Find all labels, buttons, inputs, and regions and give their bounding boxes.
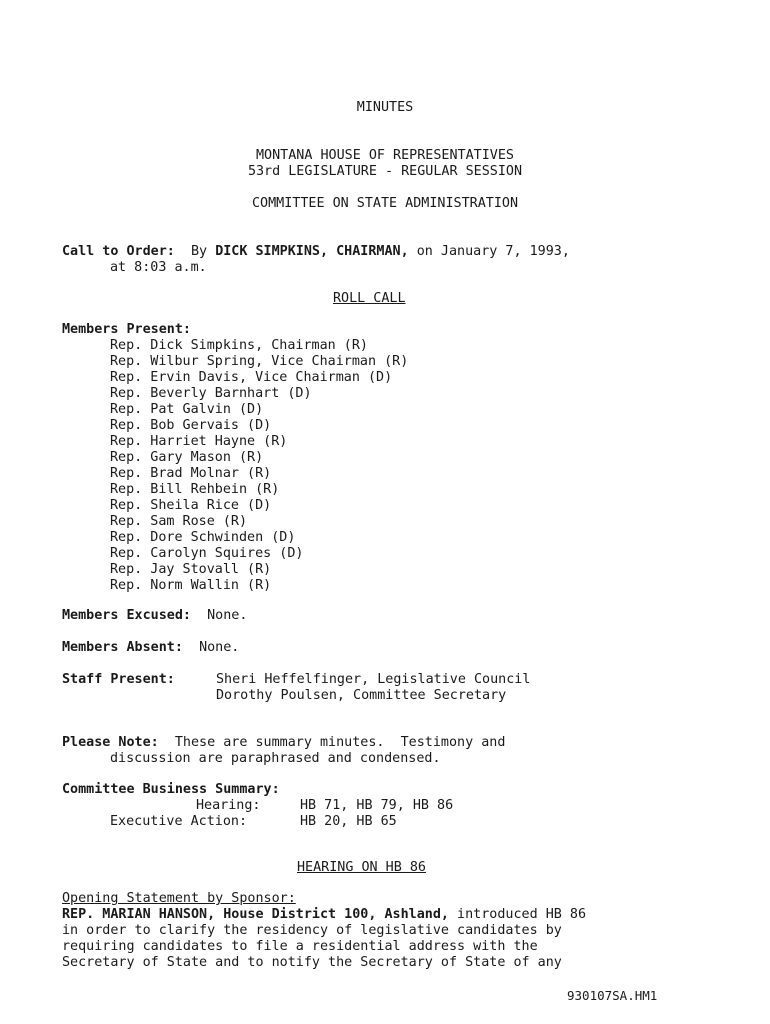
- org-line-1: MONTANA HOUSE OF REPRESENTATIVES: [256, 148, 514, 163]
- member-item: Rep. Wilbur Spring, Vice Chairman (R): [110, 354, 409, 369]
- member-item: Rep. Pat Galvin (D): [110, 402, 264, 417]
- sponsor-line-rest: introduced HB 86: [448, 907, 587, 922]
- call-to-order-time: at 8:03 a.m.: [110, 260, 207, 275]
- member-item: Rep. Norm Wallin (R): [110, 578, 272, 593]
- call-to-order-text-a: By: [191, 244, 216, 259]
- note-line-1: [62, 735, 505, 751]
- members-present-label: Members Present:: [62, 322, 191, 337]
- member-item: Rep. Bill Rehbein (R): [110, 482, 280, 497]
- member-item: Rep. Brad Molnar (R): [110, 466, 272, 481]
- member-item: Rep. Harriet Hayne (R): [110, 434, 288, 449]
- chairman-name: DICK SIMPKINS, CHAIRMAN,: [215, 244, 409, 259]
- opening-statement-label: Opening Statement by Sponsor:: [62, 891, 296, 906]
- note-label: Please Note:: [62, 735, 159, 750]
- committee-name: COMMITTEE ON STATE ADMINISTRATION: [251, 196, 519, 211]
- sponsor-name: REP. MARIAN HANSON, House District 100, Ashland,: [62, 907, 449, 922]
- body-line: in order to clarify the residency of legislative candidates by: [62, 923, 562, 938]
- member-item: Rep. Carolyn Squires (D): [110, 546, 304, 561]
- member-item: Rep. Ervin Davis, Vice Chairman (D): [110, 370, 393, 385]
- call-to-order: [62, 244, 570, 260]
- hearing-heading: HEARING ON HB 86: [297, 860, 426, 875]
- member-item: Rep. Jay Stovall (R): [110, 562, 272, 577]
- note-text-1: These are summary minutes. Testimony and: [174, 735, 506, 750]
- note-text-2: discussion are paraphrased and condensed.: [110, 751, 441, 766]
- member-item: Rep. Sheila Rice (D): [110, 498, 272, 513]
- members-excused: [62, 608, 247, 624]
- members-excused-label: Members Excused:: [62, 608, 191, 623]
- business-summary-label: Committee Business Summary:: [62, 782, 280, 797]
- member-item: Rep. Dore Schwinden (D): [110, 530, 296, 545]
- hearing-label: Hearing:: [196, 798, 261, 813]
- members-absent-value: None.: [199, 640, 240, 655]
- members-excused-value: None.: [207, 608, 248, 623]
- members-absent: [62, 640, 239, 656]
- member-item: Rep. Beverly Barnhart (D): [110, 386, 312, 401]
- member-item: Rep. Gary Mason (R): [110, 450, 264, 465]
- body-line: Secretary of State and to notify the Secretary of State of any: [62, 955, 562, 970]
- exec-action-label: Executive Action:: [110, 814, 248, 829]
- members-absent-label: Members Absent:: [62, 640, 183, 655]
- staff-present-label: Staff Present:: [62, 672, 175, 687]
- staff-item: Dorothy Poulsen, Committee Secretary: [216, 688, 507, 703]
- document-code: 930107SA.HM1: [567, 988, 658, 1003]
- member-item: Rep. Sam Rose (R): [110, 514, 248, 529]
- org-line-2: 53rd LEGISLATURE - REGULAR SESSION: [247, 164, 523, 179]
- body-line: requiring candidates to file a residential address with the: [62, 939, 538, 954]
- hearing-value: HB 71, HB 79, HB 86: [300, 798, 454, 813]
- document-title: MINUTES: [356, 100, 414, 115]
- call-to-order-text-b: on January 7, 1993,: [408, 244, 570, 259]
- sponsor-line: [62, 907, 586, 923]
- member-item: Rep. Dick Simpkins, Chairman (R): [110, 338, 368, 353]
- call-to-order-label: Call to Order:: [62, 244, 175, 259]
- staff-item: Sheri Heffelfinger, Legislative Council: [216, 672, 531, 687]
- member-item: Rep. Bob Gervais (D): [110, 418, 272, 433]
- roll-call-heading: ROLL CALL: [333, 291, 406, 306]
- exec-action-value: HB 20, HB 65: [300, 814, 397, 829]
